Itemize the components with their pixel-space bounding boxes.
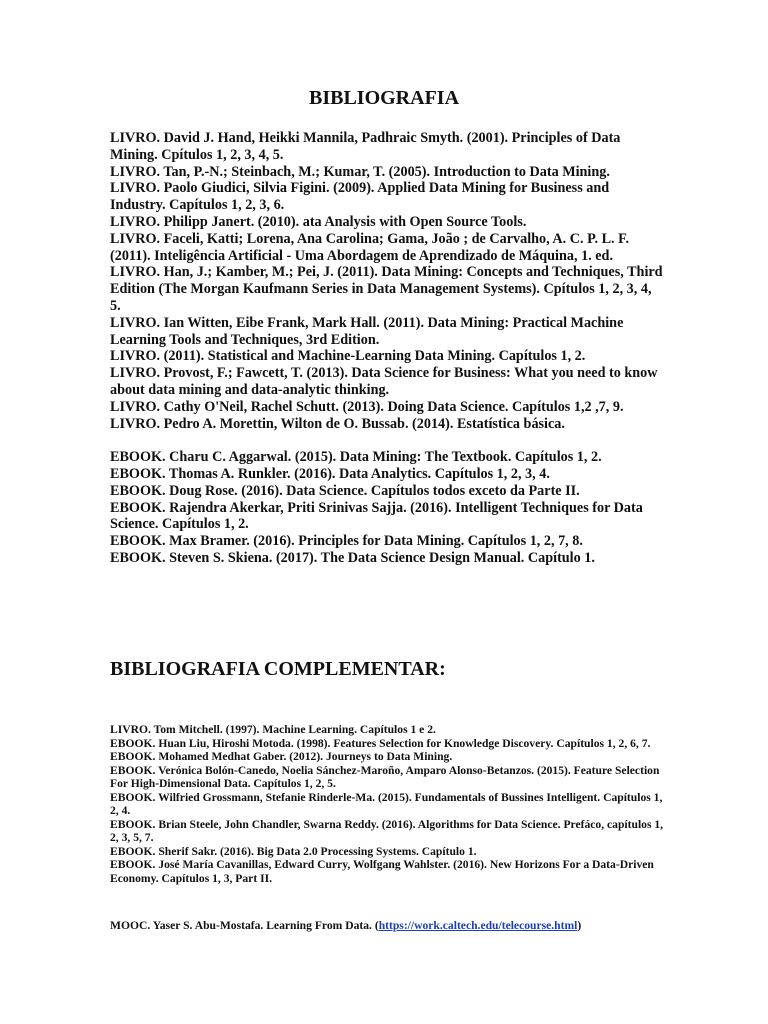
complementary-entry: EBOOK. José María Cavanillas, Edward Curry, Wolfgang Wahlster. (2016). New Horizons For a Data-Driven Economy. Capítulos 1, 3, Part II. [110,858,654,885]
reference-entry: LIVRO. Pedro A. Morettin, Wilton de O. Bussab. (2014). Estatística básica. [110,415,565,432]
reference-entry: LIVRO. Provost, F.; Fawcett, T. (2013). Data Science for Business: What you need to know about data mining and data-analytic thinking. [110,365,658,398]
reference-entry: LIVRO. Paolo Giudici, Silvia Figini. (2009). Applied Data Mining for Business and Industry. Capítulos 1, 2, 3, 6. [110,180,610,214]
ebook-entry: EBOOK. Steven S. Skiena. (2017). The Data Science Design Manual. Capítulo 1. [110,549,595,566]
page-title: BIBLIOGRAFIA [308,87,460,109]
mooc-link[interactable]: https://work.caltech.edu/telecourse.html [378,919,578,932]
mooc-suffix: ) [577,919,582,932]
reference-entry: LIVRO. Cathy O'Neil, Rachel Schutt. (2013). Doing Data Science. Capítulos 1,2 ,7, 9. [110,398,624,415]
complementary-entry: EBOOK. Mohamed Medhat Gaber. (2012). Journeys to Data Mining. [110,750,453,763]
complementary-entry: EBOOK. Wilfried Grossmann, Stefanie Rinderle-Ma. (2015). Fundamentals of Bussines Intelligent. Capítulos 1, 2, 4. [110,790,663,817]
reference-entry: LIVRO. Faceli, Katti; Lorena, Ana Carolina; Gama, João ; de Carvalho, A. C. P. L. F. (2011). Inteligência Artificial - Uma Abordagem de Aprendizado de Máquina, 1. ed. [110,230,630,264]
complementary-entry: EBOOK. Brian Steele, John Chandler, Swarna Reddy. (2016). Algorithms for Data Science. Prefáco, capítulos 1, 2, 3, 5, 7. [110,817,664,844]
reference-entry: LIVRO. Ian Witten, Eibe Frank, Mark Hall. (2011). Data Mining: Practical Machine Learning Tools and Techniques, 3rd Edition. [110,314,624,348]
section-gap [110,432,665,449]
reference-entry: LIVRO. David J. Hand, Heikki Mannila, Padhraic Smyth. (2001). Principles of Data Mining. Cpítulos 1, 2, 3, 4, 5. [110,130,621,163]
reference-entry: LIVRO. Philipp Janert. (2010). ata Analysis with Open Source Tools. [110,213,527,230]
complementary-entry: LIVRO. Tom Mitchell. (1997). Machine Learning. Capítulos 1 e 2. [110,723,436,736]
ebook-entry: EBOOK. Max Bramer. (2016). Principles for Data Mining. Capítulos 1, 2, 7, 8. [110,533,583,550]
ebook-entry: EBOOK. Doug Rose. (2016). Data Science. Capítulos todos exceto da Parte II. [110,482,580,499]
reference-entry: LIVRO. (2011). Statistical and Machine-Learning Data Mining. Capítulos 1, 2. [110,348,586,365]
complementary-entry: EBOOK. Huan Liu, Hiroshi Motoda. (1998). Features Selection for Knowledge Discovery. Capítulos 1, 2, 6, 7. [110,736,651,750]
mooc-entry [110,919,710,933]
ebook-entry: EBOOK. Thomas A. Runkler. (2016). Data Analytics. Capítulos 1, 2, 3, 4. [110,465,550,482]
complementary-entry: EBOOK. Verónica Bolón-Canedo, Noelia Sánchez-Maroño, Amparo Alonso-Betanzos. (2015). Feature Selection For High-Dimensional Data. Capítulos 1, 2, 5. [110,763,660,790]
complementary-title: BIBLIOGRAFIA COMPLEMENTAR: [110,658,446,680]
complementary-entry: EBOOK. Sherif Sakr. (2016). Big Data 2.0 Processing Systems. Capítulo 1. [110,844,477,858]
mooc-prefix: MOOC. Yaser S. Abu-Mostafa. Learning From Data. ( [110,919,379,932]
ebook-entry: EBOOK. Rajendra Akerkar, Priti Srinivas Sajja. (2016). Intelligent Techniques for Data Science. Capítulos 1, 2. [110,499,643,533]
ebook-entry: EBOOK. Charu C. Aggarwal. (2015). Data Mining: The Textbook. Capítulos 1, 2. [110,449,602,466]
reference-entry: LIVRO. Han, J.; Kamber, M.; Pei, J. (2011). Data Mining: Concepts and Techniques, Third Edition (The Morgan Kaufmann Series in Data Management Systems). Cpítulos 1, 2, 3, 4, 5. [110,264,663,314]
complementary-bibliography-list [110,723,670,885]
main-bibliography-list [110,130,665,567]
reference-entry: LIVRO. Tan, P.-N.; Steinbach, M.; Kumar, T. (2005). Introduction to Data Mining. [110,163,610,180]
